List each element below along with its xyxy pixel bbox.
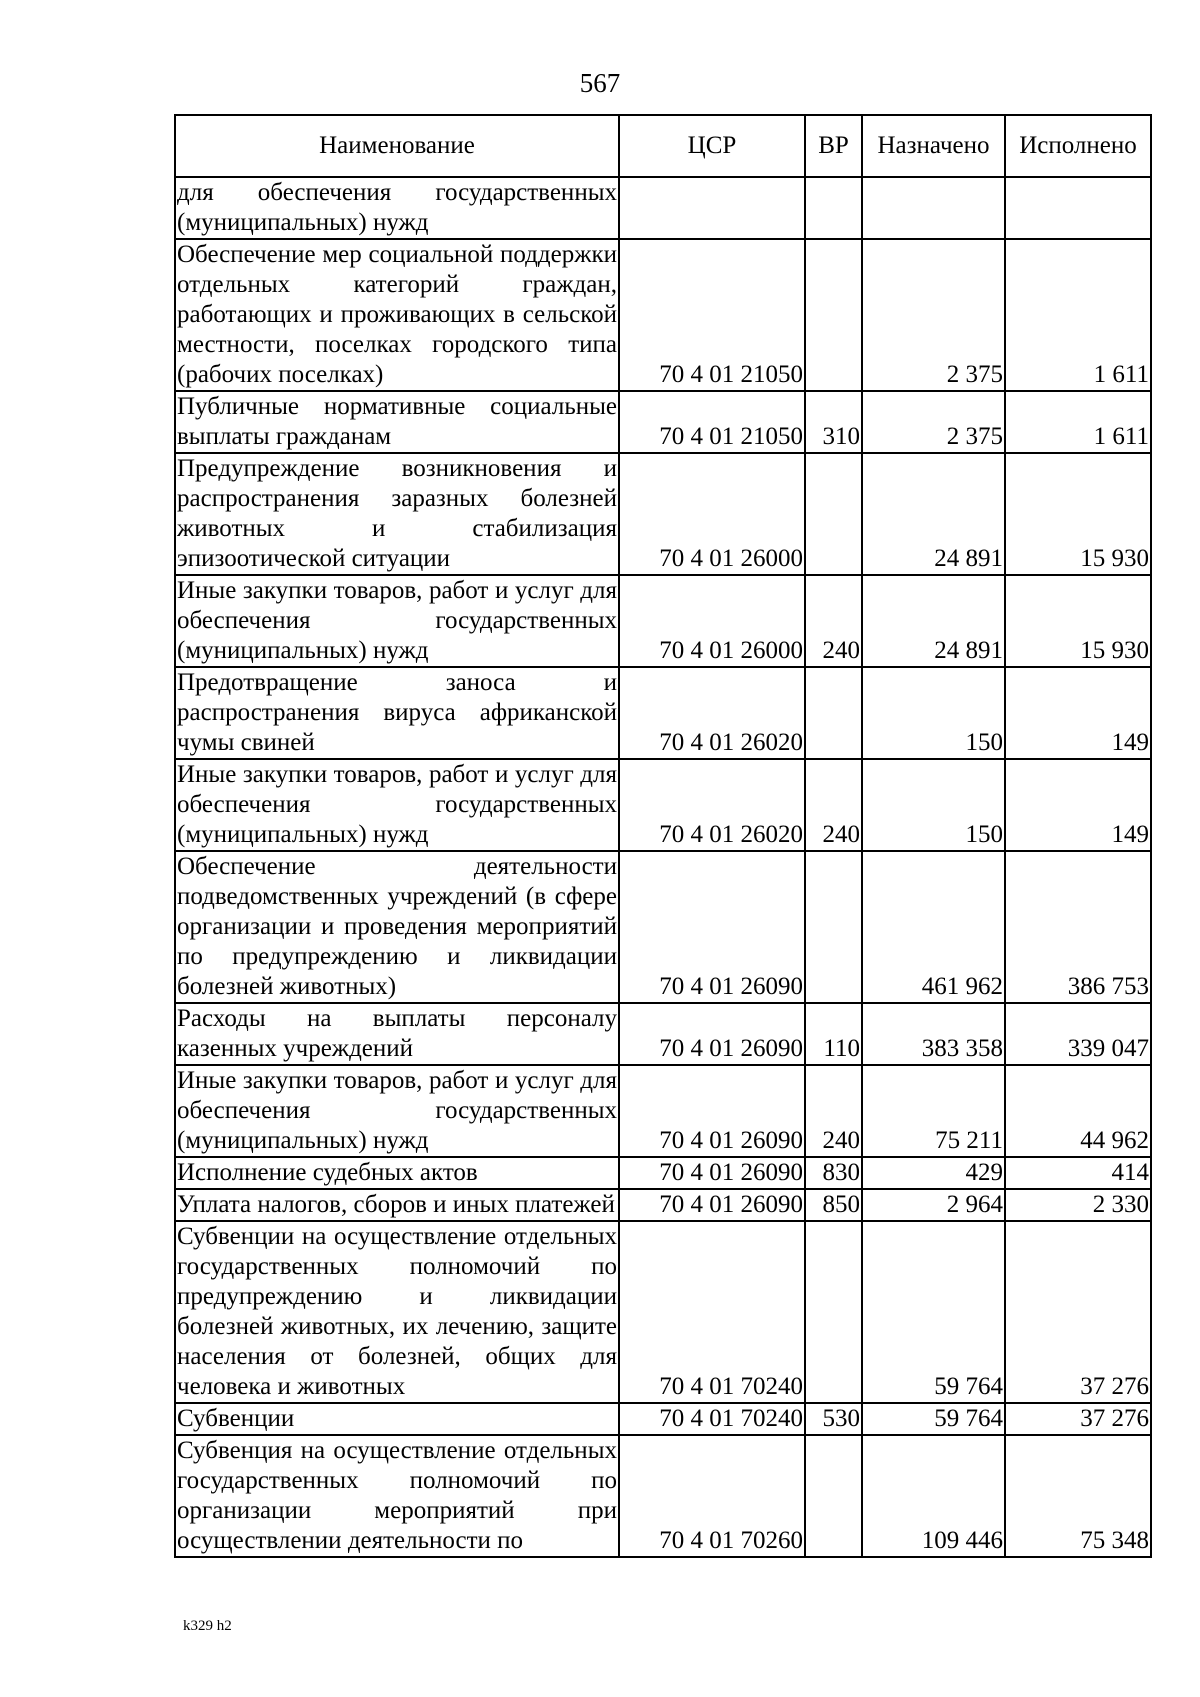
table-row xyxy=(175,1003,1151,1065)
cell-name: Обеспечение деятельности подведомственных учреждений (в сфере организации и проведения мероприятий по предупреждению и ликвидации болезней животных) xyxy=(175,851,619,1003)
cell-assigned: 59 764 xyxy=(862,1221,1005,1403)
table-row xyxy=(175,1403,1151,1435)
header-csr: ЦСР xyxy=(619,115,805,177)
cell-assigned xyxy=(862,177,1005,239)
cell-assigned: 2 375 xyxy=(862,239,1005,391)
cell-name: Обеспечение мер социальной поддержки отдельных категорий граждан, работающих и проживающих в сельской местности, поселках городского типа (рабочих поселках) xyxy=(175,239,619,391)
cell-assigned: 429 xyxy=(862,1157,1005,1189)
table-row xyxy=(175,1157,1151,1189)
table-row xyxy=(175,575,1151,667)
table-row xyxy=(175,453,1151,575)
cell-assigned: 150 xyxy=(862,667,1005,759)
cell-csr: 70 4 01 26000 xyxy=(619,575,805,667)
cell-csr: 70 4 01 70260 xyxy=(619,1435,805,1557)
cell-assigned: 383 358 xyxy=(862,1003,1005,1065)
table-row xyxy=(175,1221,1151,1403)
cell-csr: 70 4 01 70240 xyxy=(619,1403,805,1435)
cell-csr: 70 4 01 26090 xyxy=(619,1065,805,1157)
cell-csr: 70 4 01 21050 xyxy=(619,239,805,391)
cell-executed: 414 xyxy=(1005,1157,1151,1189)
cell-assigned: 59 764 xyxy=(862,1403,1005,1435)
cell-vr: 240 xyxy=(805,1065,862,1157)
cell-executed: 339 047 xyxy=(1005,1003,1151,1065)
header-name: Наименование xyxy=(175,115,619,177)
cell-name: Публичные нормативные социальные выплаты гражданам xyxy=(175,391,619,453)
cell-vr: 850 xyxy=(805,1189,862,1221)
cell-vr xyxy=(805,1435,862,1557)
cell-executed: 15 930 xyxy=(1005,453,1151,575)
cell-csr: 70 4 01 21050 xyxy=(619,391,805,453)
footer-code: k329 h2 xyxy=(183,1618,232,1634)
cell-name: Расходы на выплаты персоналу казенных учреждений xyxy=(175,1003,619,1065)
cell-executed: 1 611 xyxy=(1005,239,1151,391)
cell-vr xyxy=(805,239,862,391)
cell-assigned: 109 446 xyxy=(862,1435,1005,1557)
cell-name: Предотвращение заноса и распространения вируса африканской чумы свиней xyxy=(175,667,619,759)
cell-executed: 75 348 xyxy=(1005,1435,1151,1557)
cell-executed: 1 611 xyxy=(1005,391,1151,453)
cell-vr: 310 xyxy=(805,391,862,453)
cell-assigned: 24 891 xyxy=(862,575,1005,667)
cell-vr xyxy=(805,1221,862,1403)
cell-vr xyxy=(805,177,862,239)
cell-vr: 240 xyxy=(805,759,862,851)
cell-vr: 530 xyxy=(805,1403,862,1435)
table-row xyxy=(175,391,1151,453)
cell-csr: 70 4 01 26020 xyxy=(619,759,805,851)
cell-name: Иные закупки товаров, работ и услуг для обеспечения государственных (муниципальных) нужд xyxy=(175,1065,619,1157)
cell-name: Иные закупки товаров, работ и услуг для обеспечения государственных (муниципальных) нужд xyxy=(175,759,619,851)
table-row xyxy=(175,1065,1151,1157)
cell-vr: 110 xyxy=(805,1003,862,1065)
cell-executed xyxy=(1005,177,1151,239)
budget-table xyxy=(174,114,1152,1558)
cell-csr: 70 4 01 26090 xyxy=(619,1157,805,1189)
cell-name: Субвенция на осуществление отдельных государственных полномочий по организации мероприятий при осуществлении деятельности по xyxy=(175,1435,619,1557)
table-row xyxy=(175,851,1151,1003)
cell-vr: 830 xyxy=(805,1157,862,1189)
cell-executed: 149 xyxy=(1005,667,1151,759)
cell-csr: 70 4 01 26090 xyxy=(619,1189,805,1221)
cell-assigned: 24 891 xyxy=(862,453,1005,575)
header-vr: ВР xyxy=(805,115,862,177)
table-header-row xyxy=(175,115,1151,177)
cell-name: Уплата налогов, сборов и иных платежей xyxy=(175,1189,619,1221)
cell-name: Субвенции xyxy=(175,1403,619,1435)
cell-csr xyxy=(619,177,805,239)
cell-name: Исполнение судебных актов xyxy=(175,1157,619,1189)
table-row xyxy=(175,177,1151,239)
cell-name: Субвенции на осуществление отдельных государственных полномочий по предупреждению и ликвидации болезней животных, их лечению, защите населения от болезней, общих для человека и животных xyxy=(175,1221,619,1403)
header-executed: Исполнено xyxy=(1005,115,1151,177)
table-row xyxy=(175,1435,1151,1557)
cell-csr: 70 4 01 70240 xyxy=(619,1221,805,1403)
cell-executed: 2 330 xyxy=(1005,1189,1151,1221)
table-body xyxy=(175,177,1151,1557)
cell-executed: 149 xyxy=(1005,759,1151,851)
cell-assigned: 2 375 xyxy=(862,391,1005,453)
cell-executed: 37 276 xyxy=(1005,1221,1151,1403)
table-row xyxy=(175,759,1151,851)
cell-assigned: 2 964 xyxy=(862,1189,1005,1221)
cell-assigned: 75 211 xyxy=(862,1065,1005,1157)
cell-vr xyxy=(805,667,862,759)
cell-csr: 70 4 01 26020 xyxy=(619,667,805,759)
cell-executed: 44 962 xyxy=(1005,1065,1151,1157)
cell-vr xyxy=(805,453,862,575)
table-row xyxy=(175,239,1151,391)
cell-name: для обеспечения государственных (муниципальных) нужд xyxy=(175,177,619,239)
cell-csr: 70 4 01 26090 xyxy=(619,851,805,1003)
cell-assigned: 150 xyxy=(862,759,1005,851)
cell-vr: 240 xyxy=(805,575,862,667)
table-row xyxy=(175,667,1151,759)
cell-executed: 386 753 xyxy=(1005,851,1151,1003)
table-row xyxy=(175,1189,1151,1221)
cell-name: Иные закупки товаров, работ и услуг для обеспечения государственных (муниципальных) нужд xyxy=(175,575,619,667)
cell-name: Предупреждение возникновения и распространения заразных болезней животных и стабилизация эпизоотической ситуации xyxy=(175,453,619,575)
cell-vr xyxy=(805,851,862,1003)
cell-executed: 15 930 xyxy=(1005,575,1151,667)
cell-csr: 70 4 01 26090 xyxy=(619,1003,805,1065)
cell-assigned: 461 962 xyxy=(862,851,1005,1003)
page-number: 567 xyxy=(579,68,621,98)
header-assigned: Назначено xyxy=(862,115,1005,177)
cell-csr: 70 4 01 26000 xyxy=(619,453,805,575)
cell-executed: 37 276 xyxy=(1005,1403,1151,1435)
